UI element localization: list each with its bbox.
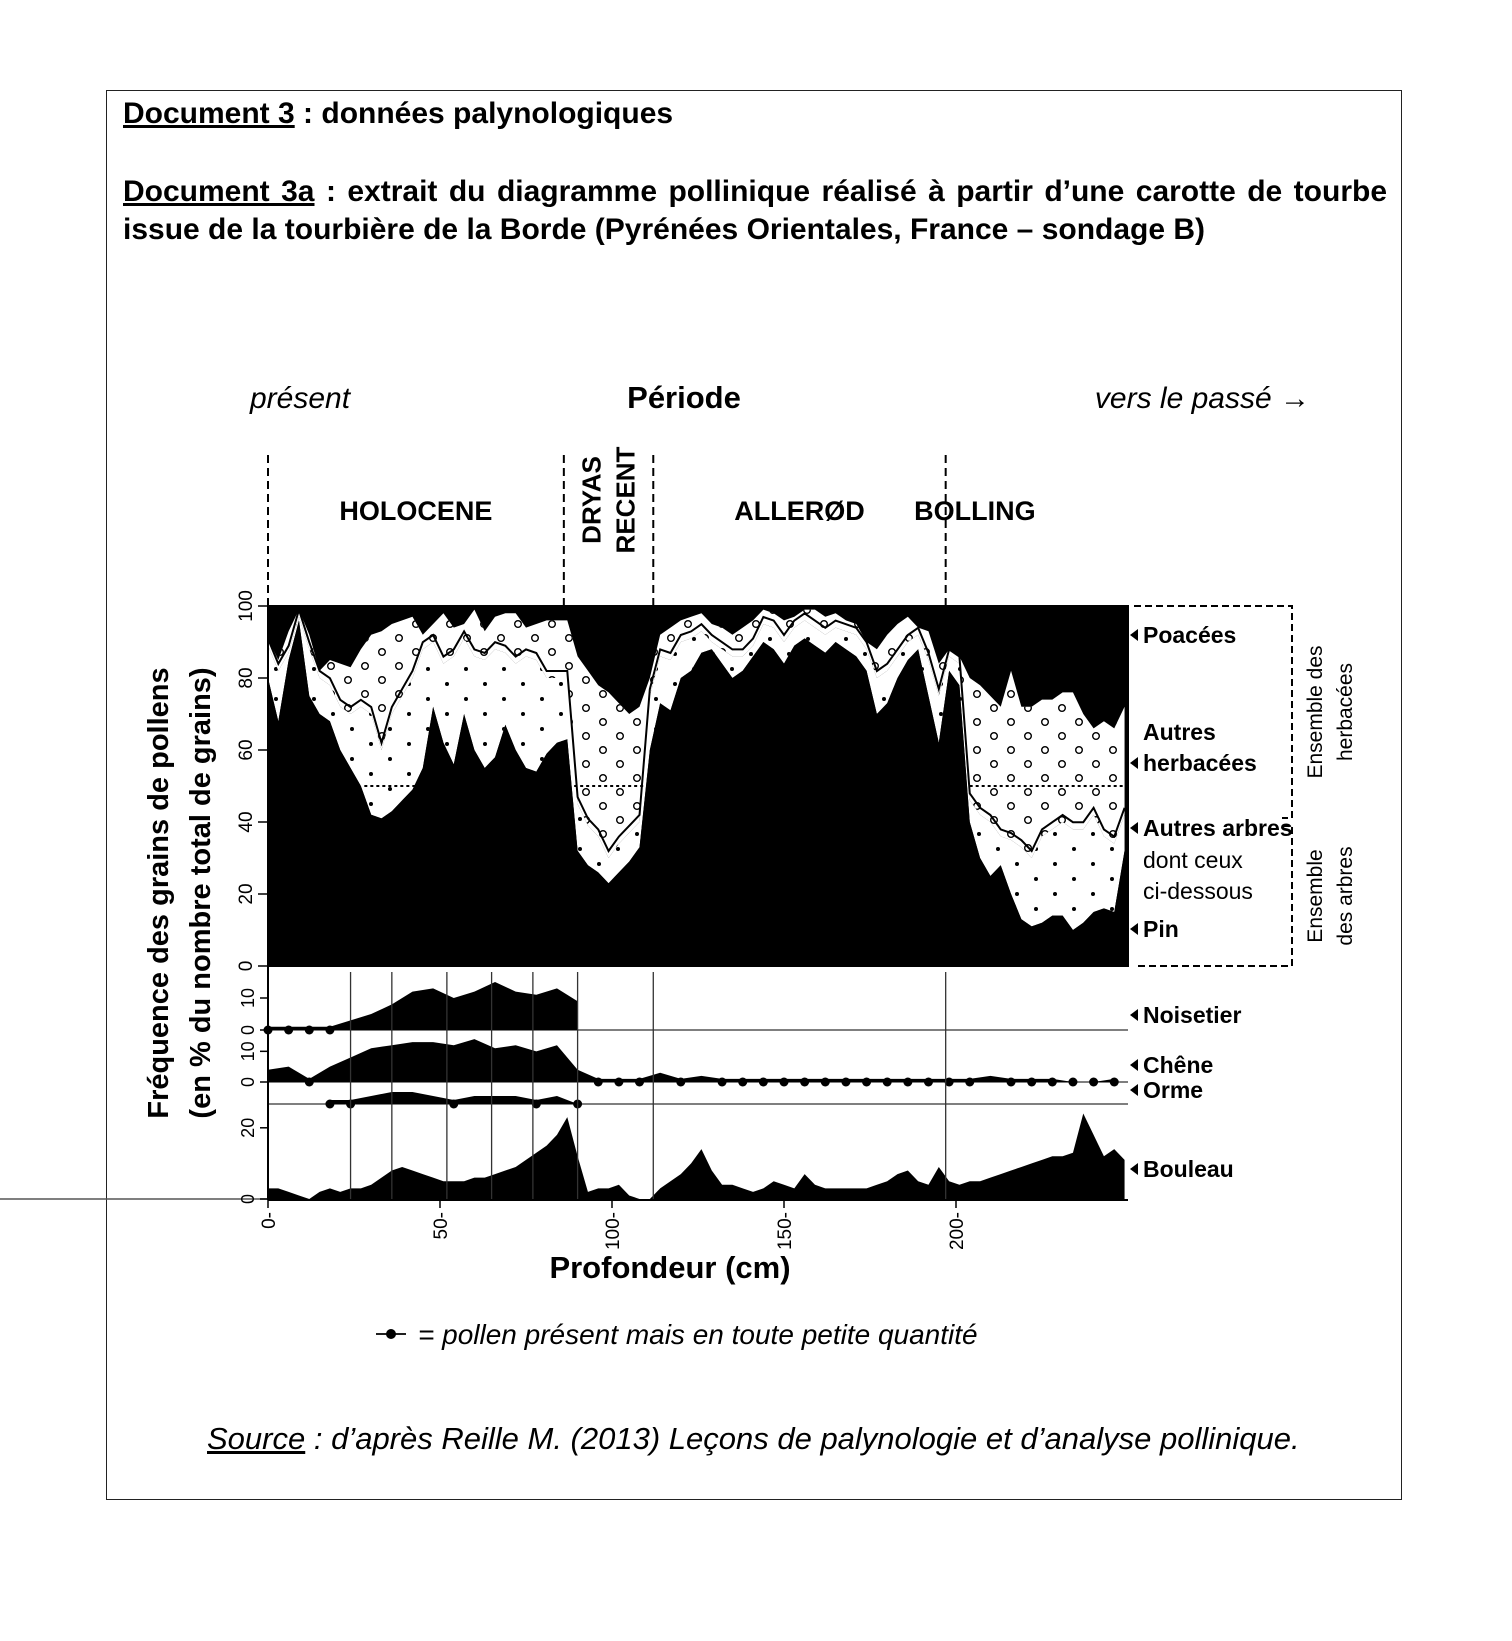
xtick-label: 200-	[947, 1212, 968, 1251]
sub-ytick-label: 0	[238, 1193, 258, 1205]
subtitle-text: : extrait du diagramme pollinique réalisé à partir d’une carotte de tourbe issue de la tourbière de la Borde (Pyrénées Orientales, France – sondage B)	[123, 175, 1388, 246]
legend-arrow-icon	[1130, 1084, 1138, 1096]
trace-dot	[305, 1078, 314, 1087]
trace-dot	[903, 1078, 912, 1087]
xtick-label: 50-	[431, 1212, 452, 1240]
group-label-herbacees-line1: Ensemble des	[1304, 645, 1327, 779]
legend-label: Autres	[1143, 719, 1216, 745]
x-axis-label: Profondeur (cm)	[549, 1250, 791, 1285]
period-label: HOLOCENE	[339, 496, 493, 526]
trace-dot	[676, 1078, 685, 1087]
trace-legend-dot	[386, 1329, 396, 1339]
legend-label: Orme	[1143, 1077, 1204, 1103]
main-ytick-label: 20	[236, 883, 257, 905]
header-center-label: Période	[627, 380, 741, 415]
legend-arrow-icon	[1130, 1059, 1138, 1071]
document-ref: Document 3	[123, 97, 295, 130]
source-text: : d’après Reille M. (2013) Leçons de palynologie et d’analyse pollinique.	[305, 1421, 1300, 1456]
legend-arrow-icon	[1130, 923, 1138, 935]
trace-dot	[325, 1026, 334, 1035]
trace-dot	[635, 1078, 644, 1087]
sub-ytick-label: 0	[238, 1024, 258, 1036]
legend-label: Autres arbres	[1143, 815, 1293, 841]
sub-ytick-label: 0	[238, 1076, 258, 1088]
sub-ytick-label: 10	[238, 1041, 258, 1062]
legend-label: dont ceux	[1143, 847, 1243, 873]
trace-dot	[924, 1078, 933, 1087]
header-left-label: présent	[250, 382, 351, 415]
trace-dot	[883, 1078, 892, 1087]
trace-dot	[862, 1078, 871, 1087]
main-ytick-label: 100	[236, 590, 257, 622]
xtick-label: 100-	[603, 1212, 624, 1251]
sub-ytick-label: 10	[238, 987, 258, 1009]
xtick-label: 150-	[775, 1212, 796, 1251]
trace-dot	[1007, 1078, 1016, 1087]
main-ytick-label: 40	[236, 811, 257, 833]
group-label-herbacees-line2: herbacées	[1334, 662, 1357, 762]
sub-ytick-label: 20	[238, 1117, 258, 1138]
period-label: BOLLING	[914, 496, 1036, 526]
trace-dot	[594, 1078, 603, 1087]
legend-label: Poacées	[1143, 622, 1237, 648]
header-right-label: vers le passé →	[1094, 382, 1310, 415]
trace-dot	[449, 1100, 458, 1109]
y-axis-label-line1: Fréquence des grains de pollens	[143, 667, 175, 1119]
trace-dot	[759, 1078, 768, 1087]
trace-dot	[284, 1026, 293, 1035]
legend-arrow-icon	[1130, 757, 1138, 769]
period-label-line: RECENT	[610, 446, 641, 554]
period-label-line: DRYAS	[576, 456, 607, 544]
period-label-vertical	[577, 446, 641, 553]
trace-dot	[325, 1100, 334, 1109]
y-axis-label-line2: (en % du nombre total de grains)	[185, 667, 217, 1119]
trace-dot	[1110, 1078, 1119, 1087]
legend-label: Pin	[1143, 916, 1179, 942]
period-label: ALLERØD	[734, 496, 865, 526]
trace-dot	[965, 1078, 974, 1087]
trace-dot	[614, 1078, 623, 1087]
main-ytick-label: 60	[236, 739, 257, 761]
legend-arrow-icon	[1130, 1163, 1138, 1175]
group-label-arbres-line1: Ensemble	[1304, 849, 1327, 943]
trace-dot	[738, 1078, 747, 1087]
main-ytick-label: 80	[236, 667, 257, 689]
subtitle-ref: Document 3a	[123, 175, 315, 208]
trace-dot	[841, 1078, 850, 1087]
trace-dot	[1089, 1078, 1098, 1087]
trace-dot	[1068, 1078, 1077, 1087]
trace-dot	[1048, 1078, 1057, 1087]
legend-label: ci-dessous	[1143, 878, 1253, 904]
legend-label: Noisetier	[1143, 1002, 1242, 1028]
main-panel	[268, 606, 1128, 966]
main-ytick-label: 0	[236, 960, 257, 972]
legend-label: Chêne	[1143, 1052, 1214, 1078]
period-header	[249, 380, 1310, 606]
trace-dot	[305, 1026, 314, 1035]
trace-dot	[1027, 1078, 1036, 1087]
legend-label: herbacées	[1143, 750, 1257, 776]
document-title-text: : données palynologiques	[294, 97, 674, 130]
group-label-arbres-line2: des arbres	[1334, 846, 1357, 946]
trace-dot	[718, 1078, 727, 1087]
trace-dot	[821, 1078, 830, 1087]
trace-dot	[780, 1078, 789, 1087]
legend-arrow-icon	[1130, 822, 1138, 834]
trace-legend-text: = pollen présent mais en toute petite quantité	[418, 1319, 978, 1350]
legend-arrow-icon	[1130, 629, 1138, 641]
legend-label: Bouleau	[1143, 1156, 1234, 1182]
legend-arrow-icon	[1130, 1009, 1138, 1021]
xtick-label: 0-	[259, 1212, 280, 1229]
y-axis-label	[143, 667, 217, 1118]
trace-dot	[800, 1078, 809, 1087]
source-ref: Source	[207, 1421, 306, 1456]
